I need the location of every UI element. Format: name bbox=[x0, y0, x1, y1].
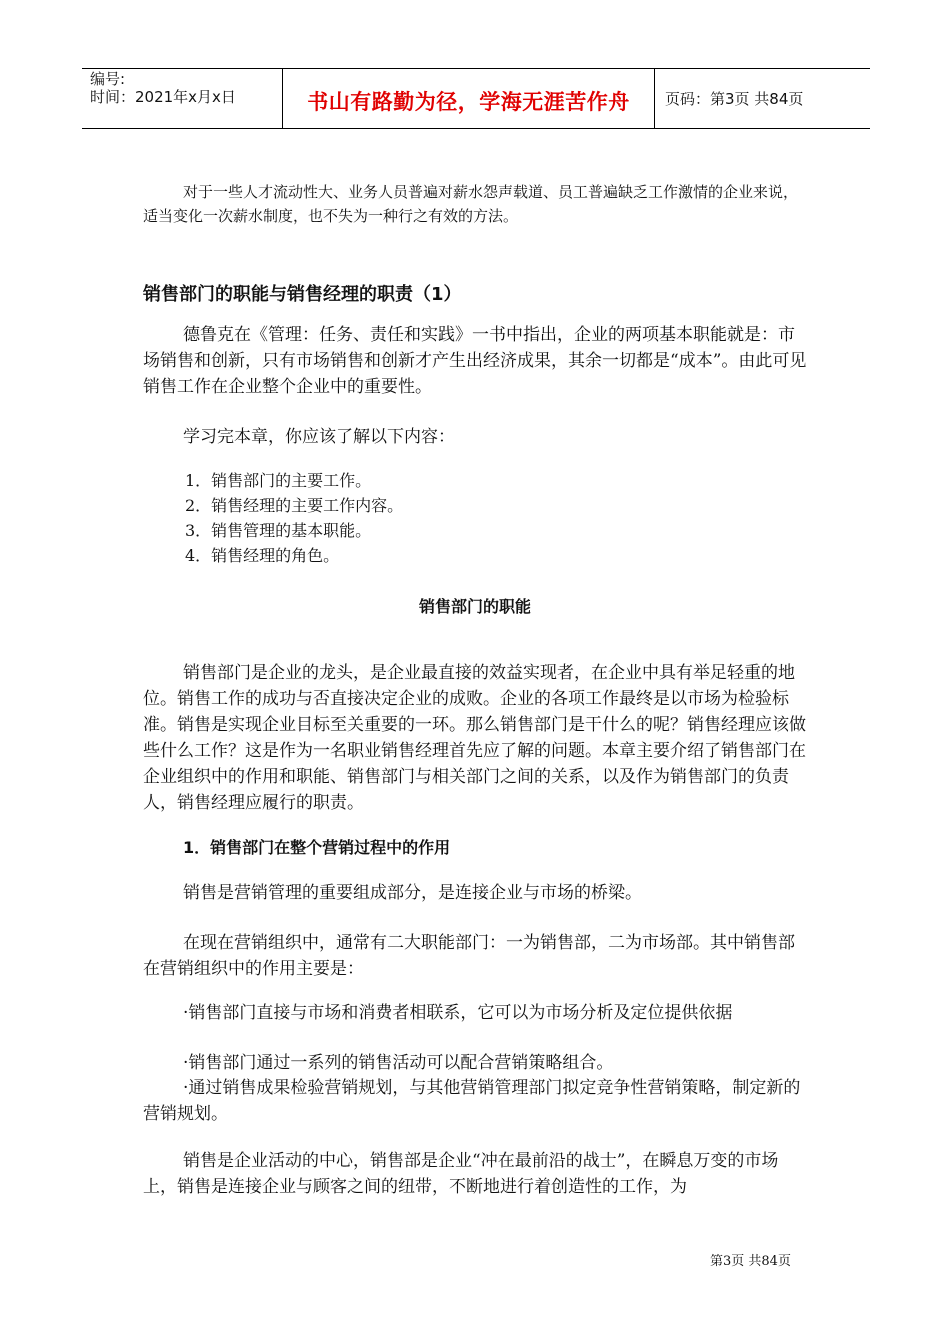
bullet-item: ·销售部门通过一系列的销售活动可以配合营销策略组合。 bbox=[183, 1053, 614, 1073]
header-bottom-rule bbox=[82, 128, 870, 129]
bullet-item: ·销售部门直接与市场和消费者相联系，它可以为市场分析及定位提供依据 bbox=[183, 1003, 733, 1023]
paragraph-learning-intro: 学习完本章，你应该了解以下内容： bbox=[183, 427, 455, 447]
header-meta bbox=[90, 70, 236, 106]
subsection-title: 销售部门的职能 bbox=[418, 597, 531, 616]
list-item: 1．销售部门的主要工作。 bbox=[185, 471, 372, 490]
bullet-item: ·通过销售成果检验营销规划，与其他营销管理部门拟定竞争性营销策略，制定新的营销规划。 bbox=[143, 1078, 801, 1124]
paragraph-bridge: 销售是营销管理的重要组成部分，是连接企业与市场的桥梁。 bbox=[183, 883, 642, 903]
paragraph-sales-dept: 销售部门是企业的龙头，是企业最直接的效益实现者，在企业中具有举足轻重的地位。销售工作的成功与否直接决定企业的成败。企业的各项工作最终是以市场为检验标准。销售是实现企业目标至关重要的一环。那么销售部门是干什么的呢？销售经理应该做些什么工作？这是作为一名职业销售经理首先应了解的问题。本章主要介绍了销售部门在企业组织中的作用和职能、销售部门与相关部门之间的关系，以及作为销售部门的负责人，销售经理应履行的职责。 bbox=[143, 663, 806, 813]
paragraph-drucker: 德鲁克在《管理：任务、责任和实践》一书中指出，企业的两项基本职能就是：市场销售和创新，只有市场销售和创新才产生出经济成果，其余一切都是“成本”。由此可见销售工作在企业整个企业中的重要性。 bbox=[143, 325, 807, 397]
date-label: 时间：2021年x月x日 bbox=[90, 88, 236, 106]
serial-label: 编号: bbox=[90, 70, 126, 88]
header-motto: 书山有路勤为径，学海无涯苦作舟 bbox=[307, 90, 630, 114]
point-title: 1．销售部门在整个营销过程中的作用 bbox=[183, 838, 451, 857]
section-title: 销售部门的职能与销售经理的职责（1） bbox=[143, 284, 462, 305]
header-page-number: 页码：第3页 共84页 bbox=[665, 90, 804, 108]
intro-paragraph: 对于一些人才流动性大、业务人员普遍对薪水怨声载道、员工普遍缺乏工作激情的企业来说，适当变化一次薪水制度，也不失为一种行之有效的方法。 bbox=[143, 183, 799, 225]
footer-page-number: 第3页 共84页 bbox=[710, 1254, 791, 1269]
list-item: 3．销售管理的基本职能。 bbox=[185, 521, 372, 540]
list-item: 2．销售经理的主要工作内容。 bbox=[185, 496, 404, 515]
list-item: 4．销售经理的角色。 bbox=[185, 546, 340, 565]
paragraph-org: 在现在营销组织中，通常有二大职能部门：一为销售部，二为市场部。其中销售部在营销组织中的作用主要是： bbox=[143, 933, 795, 979]
paragraph-center: 销售是企业活动的中心，销售部是企业“冲在最前沿的战士”，在瞬息万变的市场上，销售是连接企业与顾客之间的纽带，不断地进行着创造性的工作，为 bbox=[143, 1151, 779, 1197]
header-top-rule bbox=[82, 68, 870, 69]
header-divider-right bbox=[654, 68, 655, 129]
